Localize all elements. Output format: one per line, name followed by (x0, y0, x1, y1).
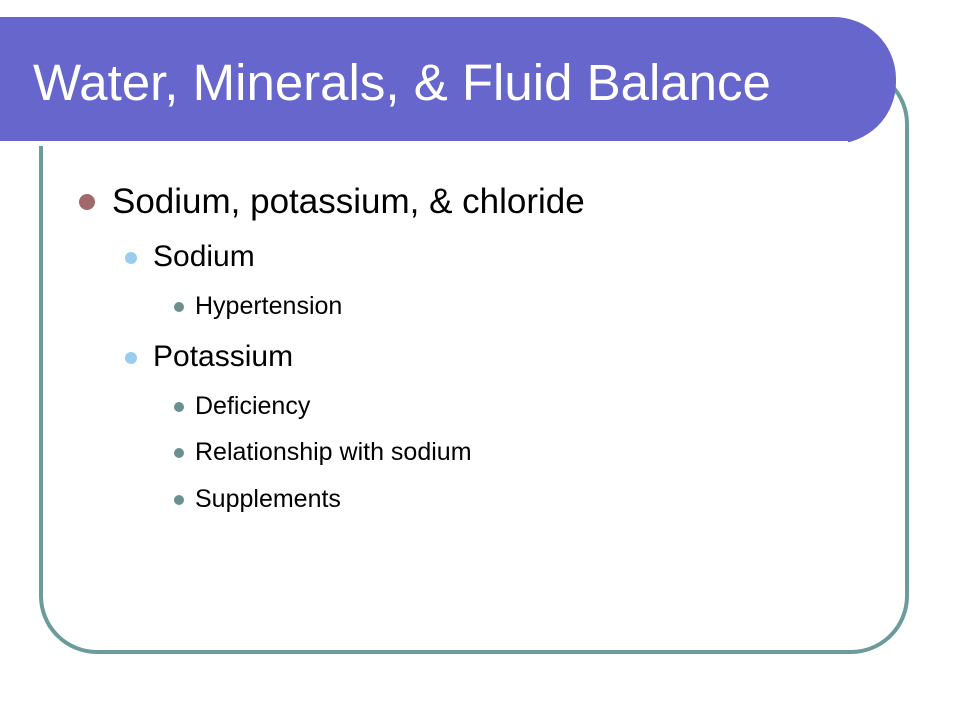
bullet-text: Sodium, potassium, & chloride (112, 182, 585, 221)
bullet-item-deficiency (195, 394, 310, 419)
bullet-text: Deficiency (195, 392, 311, 420)
bullet-text: Relationship with sodium (195, 438, 472, 466)
bullet-item-relationship-with-sodium (195, 440, 472, 465)
bullet-dot-icon (174, 448, 184, 458)
bullet-dot-icon (125, 252, 137, 264)
bullet-item-supplements (195, 487, 341, 512)
slide-title: Water, Minerals, & Fluid Balance (33, 54, 771, 111)
bullet-dot-icon (174, 495, 184, 505)
bullet-dot-icon (174, 402, 184, 412)
bullet-text: Potassium (153, 340, 294, 373)
bullet-item-hypertension (195, 294, 342, 319)
bullet-text: Hypertension (195, 292, 343, 320)
bullet-item-sodium-potassium-chloride (112, 184, 585, 219)
bullet-item-sodium (153, 242, 255, 272)
bullet-dot-icon (174, 302, 184, 312)
bullet-text: Sodium (153, 240, 255, 273)
bullet-dot-icon (79, 194, 95, 210)
bullet-text: Supplements (195, 485, 341, 513)
bullet-dot-icon (125, 352, 137, 364)
bullet-item-potassium (153, 342, 293, 372)
